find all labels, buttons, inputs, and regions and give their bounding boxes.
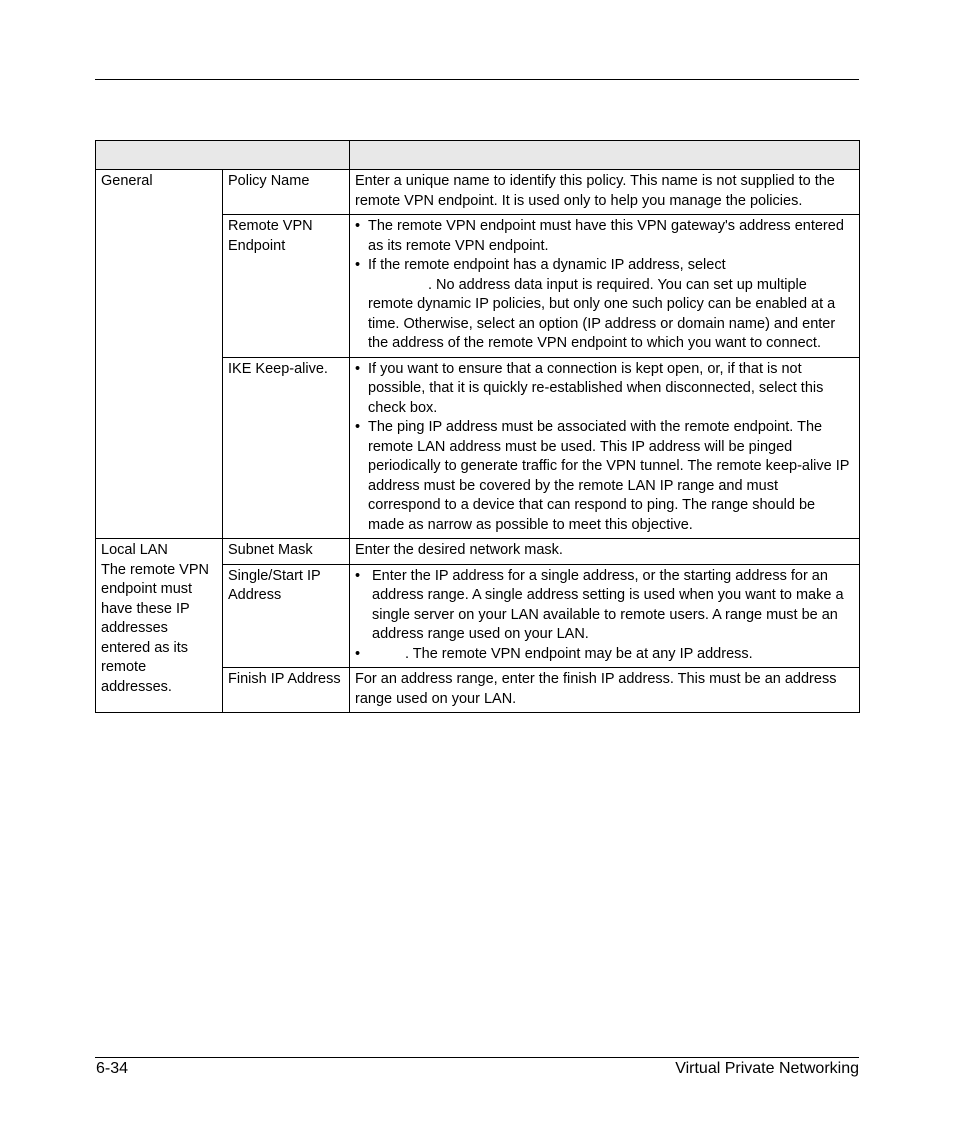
bullet-item: • If you want to ensure that a connection is kept open, or, if that is not possible, that it is quickly re-established when disconnected, select this check box. [355, 360, 854, 419]
section-general: General [96, 170, 223, 539]
chapter-title: Virtual Private Networking [675, 1060, 859, 1077]
header-cell-setting [96, 141, 350, 170]
vpn-policy-settings-table [95, 140, 860, 713]
footer-rule [95, 1057, 859, 1058]
section-description: The remote VPN endpoint must have these IP addresses entered as its remote addresses. [101, 561, 209, 695]
section-title: Local LAN [101, 542, 168, 558]
table-header-row [96, 141, 860, 170]
bullet-item: • The remote VPN endpoint must have this VPN gateway's address entered as its remote VPN endpoint. [355, 217, 854, 256]
bullet-item: • Enter the IP address for a single address, or the starting address for an address range. A single address setting is used when you want to make a single server on your LAN available to remote users. A range must be an address range used on your LAN. [355, 567, 854, 645]
field-subnet-mask: Subnet Mask [223, 539, 350, 565]
table-row [96, 170, 860, 215]
field-finish-ip: Finish IP Address [223, 668, 350, 713]
table-row [96, 539, 860, 565]
description-subnet-mask: Enter the desired network mask. [350, 539, 860, 565]
description-single-start-ip [350, 564, 860, 668]
header-cell-description [350, 141, 860, 170]
page-number: 6-34 [96, 1060, 129, 1077]
description-finish-ip: For an address range, enter the finish IP address. This must be an address range used on your LAN. [350, 668, 860, 713]
bullet-item: • If the remote endpoint has a dynamic IP address, select . No address data input is required. You can set up multiple remote dynamic IP policies, but only one such policy can be enabled at a time. Otherwise, select an option (IP address or domain name) and enter the address of the remote VPN endpoint to which you want to connect. [355, 256, 854, 354]
section-local-lan [96, 539, 223, 713]
field-remote-vpn-endpoint: Remote VPN Endpoint [223, 215, 350, 358]
description-policy-name: Enter a unique name to identify this policy. This name is not supplied to the remote VPN endpoint. It is used only to help you manage the policies. [350, 170, 860, 215]
description-ike-keep-alive [350, 357, 860, 539]
field-single-start-ip: Single/Start IP Address [223, 564, 350, 668]
bullet-item: • . The remote VPN endpoint may be at any IP address. [355, 645, 854, 665]
field-ike-keep-alive: IKE Keep-alive. [223, 357, 350, 539]
field-policy-name: Policy Name [223, 170, 350, 215]
description-remote-vpn-endpoint [350, 215, 860, 358]
bullet-item: • The ping IP address must be associated with the remote endpoint. The remote LAN address must be used. This IP address will be pinged periodically to generate traffic for the VPN tunnel. The remote keep-alive IP address must be covered by the remote LAN IP range and must correspond to a device that can respond to ping. The range should be made as narrow as possible to meet this objective. [355, 418, 854, 535]
header-rule [95, 79, 859, 80]
